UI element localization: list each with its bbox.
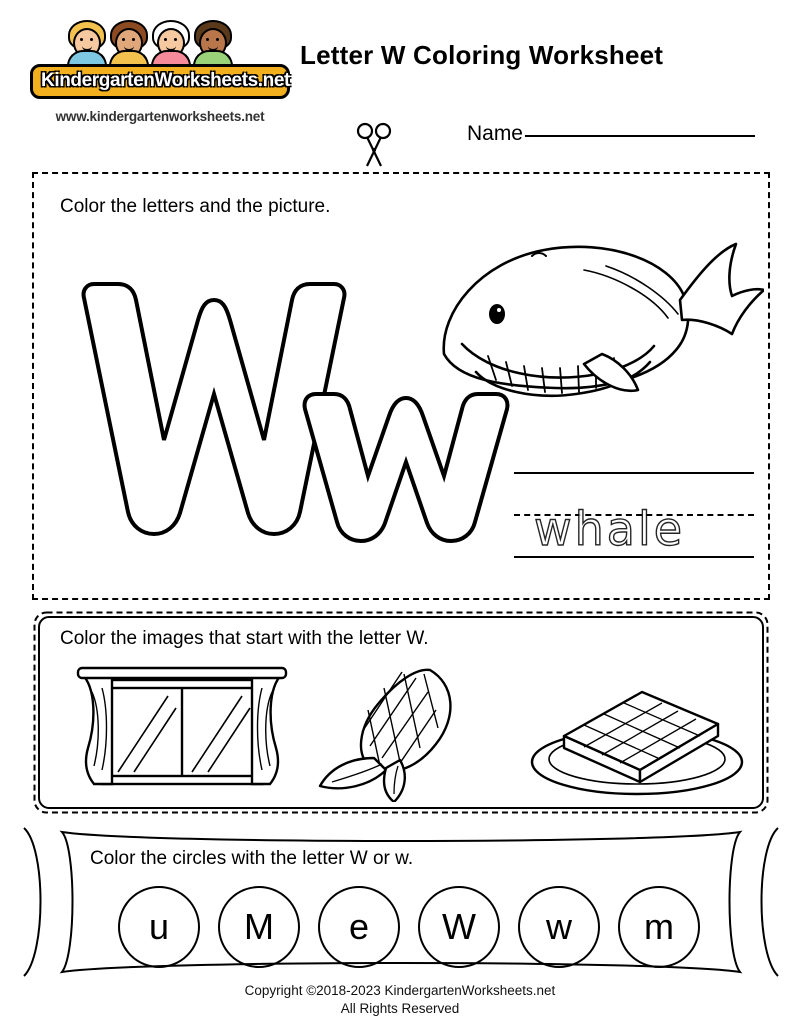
name-field-row	[467, 122, 755, 146]
letter-circle-row	[118, 886, 718, 970]
page-footer	[0, 982, 800, 1018]
letter-circle[interactable]: M	[218, 886, 300, 968]
site-url: www.kindergartenworksheets.net	[55, 109, 265, 124]
wheat-corn-illustration[interactable]	[312, 662, 492, 802]
section1-instruction: Color the letters and the picture.	[60, 196, 331, 217]
name-label: Name	[466, 122, 523, 145]
section-color-letters	[32, 172, 770, 600]
trace-line-bottom	[514, 556, 754, 558]
kid-figure-3	[150, 20, 192, 64]
rights-text: All Rights Reserved	[340, 1001, 460, 1016]
section-color-images	[32, 610, 770, 815]
word-trace-area[interactable]	[514, 464, 754, 574]
logo-banner-text: KindergartenWorksheets.net	[30, 64, 290, 99]
section3-instruction: Color the circles with the letter W or w.	[90, 848, 414, 869]
kid-figure-4	[192, 20, 234, 64]
waffle-illustration[interactable]	[522, 662, 752, 802]
picture-row	[52, 662, 752, 802]
scissors-icon	[352, 122, 396, 170]
letter-circle[interactable]: m	[618, 886, 700, 968]
kids-icon	[60, 18, 260, 64]
kid-figure-1	[66, 20, 108, 64]
trace-word: whale	[534, 502, 686, 556]
page-header	[0, 0, 800, 150]
name-input-line[interactable]	[525, 134, 755, 137]
kid-figure-2	[108, 20, 150, 64]
letter-circle[interactable]: w	[518, 886, 600, 968]
copyright-text: Copyright ©2018-2023 KindergartenWorksheets.net	[244, 983, 556, 998]
letter-circle[interactable]: u	[118, 886, 200, 968]
window-illustration[interactable]	[72, 662, 292, 802]
section2-instruction: Color the images that start with the letter W.	[60, 628, 429, 649]
page-title: Letter W Coloring Worksheet	[300, 40, 664, 70]
letter-circle[interactable]: W	[418, 886, 500, 968]
whale-illustration[interactable]	[384, 204, 764, 454]
trace-line-top	[514, 472, 754, 474]
site-logo[interactable]	[30, 18, 290, 124]
section-color-circles	[22, 826, 780, 978]
letter-circle[interactable]: e	[318, 886, 400, 968]
